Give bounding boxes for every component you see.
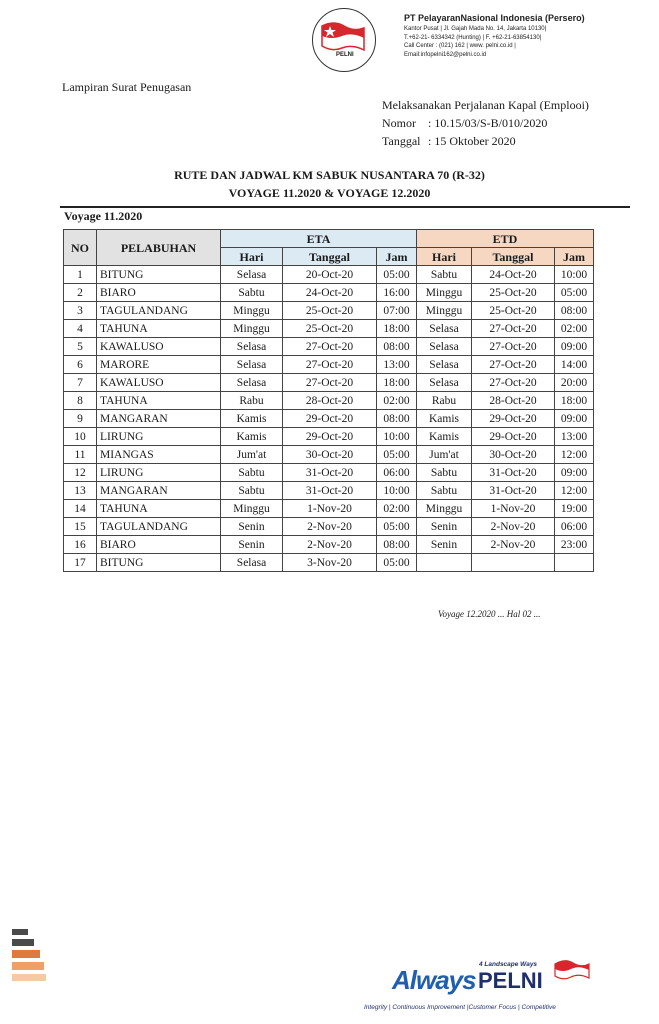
eta-hari-cell: Selasa <box>221 338 283 356</box>
etd-hari-cell: Rabu <box>417 392 472 410</box>
table-row <box>64 500 594 518</box>
port-name-cell: MARORE <box>97 356 221 374</box>
row-no-cell: 4 <box>64 320 97 338</box>
etd-jam-cell: 14:00 <box>555 356 594 374</box>
etd-jam-cell: 12:00 <box>555 482 594 500</box>
port-name-cell: MANGARAN <box>97 482 221 500</box>
eta-tanggal-cell: 27-Oct-20 <box>283 356 377 374</box>
etd-hari-cell: Sabtu <box>417 482 472 500</box>
etd-tanggal-cell: 25-Oct-20 <box>472 284 555 302</box>
etd-jam-cell: 09:00 <box>555 410 594 428</box>
etd-tanggal-cell <box>472 554 555 572</box>
table-row <box>64 374 594 392</box>
eta-tanggal-cell: 27-Oct-20 <box>283 374 377 392</box>
letter-meta <box>382 96 589 150</box>
eta-jam-cell: 08:00 <box>377 338 417 356</box>
etd-hari-cell: Senin <box>417 518 472 536</box>
eta-tanggal-cell: 24-Oct-20 <box>283 284 377 302</box>
eta-jam-cell: 05:00 <box>377 518 417 536</box>
port-name-cell: MIANGAS <box>97 446 221 464</box>
address-line: Kantor Pusat | Jl. Gajah Mada No. 14, Jakarta 10130| <box>404 26 547 32</box>
port-name-cell: TAHUNA <box>97 392 221 410</box>
brand-tagline: Integrity | Continuous Improvement |Customer Focus | Competitive <box>364 1004 556 1011</box>
etd-jam-cell: 09:00 <box>555 464 594 482</box>
row-no-cell: 15 <box>64 518 97 536</box>
eta-hari-cell: Selasa <box>221 266 283 284</box>
port-name-cell: BIARO <box>97 536 221 554</box>
document-subtitle: VOYAGE 11.2020 & VOYAGE 12.2020 <box>228 186 431 200</box>
eta-jam-cell: 10:00 <box>377 482 417 500</box>
eta-jam-cell: 05:00 <box>377 266 417 284</box>
eta-hari-cell: Sabtu <box>221 464 283 482</box>
eta-hari-cell: Selasa <box>221 356 283 374</box>
title-divider <box>60 206 630 208</box>
row-no-cell: 16 <box>64 536 97 554</box>
eta-jam-cell: 08:00 <box>377 410 417 428</box>
brand-pelni: PELNI <box>478 968 543 993</box>
port-name-cell: TAGULANDANG <box>97 302 221 320</box>
port-name-cell: LIRUNG <box>97 428 221 446</box>
tanggal-label: Tanggal <box>382 134 421 148</box>
table-row <box>64 536 594 554</box>
eta-hari-cell: Minggu <box>221 320 283 338</box>
voyage-label: Voyage 11.2020 <box>64 209 143 223</box>
eta-tanggal-cell: 25-Oct-20 <box>283 302 377 320</box>
phone-line: T.+62-21- 6334342 (Hunting) | F. +62-21-63854130| <box>404 34 542 41</box>
etd-jam-cell: 08:00 <box>555 302 594 320</box>
pelni-flag-icon <box>318 20 368 54</box>
etd-jam-cell: 09:00 <box>555 338 594 356</box>
etd-jam-cell: 13:00 <box>555 428 594 446</box>
etd-hari-cell: Kamis <box>417 428 472 446</box>
eta-hari-cell: Sabtu <box>221 284 283 302</box>
eta-tanggal-cell: 3-Nov-20 <box>283 554 377 572</box>
table-row <box>64 338 594 356</box>
eta-tanggal-cell: 27-Oct-20 <box>283 338 377 356</box>
etd-hari-cell: Kamis <box>417 410 472 428</box>
eta-tanggal-cell: 28-Oct-20 <box>283 392 377 410</box>
schedule-table <box>63 229 594 572</box>
etd-jam-cell: 10:00 <box>555 266 594 284</box>
etd-jam-cell: 05:00 <box>555 284 594 302</box>
eta-jam-cell: 02:00 <box>377 392 417 410</box>
eta-jam-cell: 18:00 <box>377 374 417 392</box>
row-no-cell: 1 <box>64 266 97 284</box>
etd-jam-cell: 06:00 <box>555 518 594 536</box>
etd-hari-cell: Minggu <box>417 284 472 302</box>
table-row <box>64 410 594 428</box>
row-no-cell: 2 <box>64 284 97 302</box>
meta-purpose: Melaksanakan Perjalanan Kapal (Emplooi) <box>382 98 589 112</box>
etd-hari-cell: Selasa <box>417 374 472 392</box>
eta-jam-cell: 16:00 <box>377 284 417 302</box>
port-name-cell: TAGULANDANG <box>97 518 221 536</box>
etd-tanggal-cell: 31-Oct-20 <box>472 464 555 482</box>
col-eta-header: ETA <box>221 230 417 248</box>
port-name-cell: TAHUNA <box>97 500 221 518</box>
row-no-cell: 6 <box>64 356 97 374</box>
etd-jam-cell: 23:00 <box>555 536 594 554</box>
etd-hari-cell: Minggu <box>417 302 472 320</box>
row-no-cell: 9 <box>64 410 97 428</box>
etd-jam-cell: 18:00 <box>555 392 594 410</box>
table-row <box>64 284 594 302</box>
eta-tanggal-cell: 29-Oct-20 <box>283 428 377 446</box>
eta-jam-cell: 08:00 <box>377 536 417 554</box>
next-page-note: Voyage 12.2020 ... Hal 02 ... <box>438 609 541 619</box>
eta-jam-cell: 06:00 <box>377 464 417 482</box>
etd-jam-cell: 12:00 <box>555 446 594 464</box>
brand-small-text: 4 Landscape Ways <box>479 961 538 968</box>
attachment-label: Lampiran Surat Penugasan <box>62 80 192 94</box>
table-row <box>64 266 594 284</box>
etd-tanggal-cell: 25-Oct-20 <box>472 302 555 320</box>
etd-hari-cell: Sabtu <box>417 266 472 284</box>
eta-hari-cell: Jum'at <box>221 446 283 464</box>
table-row <box>64 518 594 536</box>
row-no-cell: 10 <box>64 428 97 446</box>
table-row <box>64 356 594 374</box>
row-no-cell: 17 <box>64 554 97 572</box>
etd-tanggal-cell: 29-Oct-20 <box>472 428 555 446</box>
eta-jam-cell: 10:00 <box>377 428 417 446</box>
meta-tanggal <box>382 132 589 150</box>
nomor-label: Nomor <box>382 116 416 130</box>
callcenter-line: Call Center : (021) 162 | www. pelni.co.id | <box>404 43 516 50</box>
etd-hari-cell: Selasa <box>417 338 472 356</box>
eta-tanggal-cell: 25-Oct-20 <box>283 320 377 338</box>
table-row <box>64 428 594 446</box>
company-name: PT PelayaranNasional Indonesia (Persero) <box>404 13 585 23</box>
table-row <box>64 320 594 338</box>
etd-hari-cell: Jum'at <box>417 446 472 464</box>
eta-jam-cell: 02:00 <box>377 500 417 518</box>
port-name-cell: TAHUNA <box>97 320 221 338</box>
eta-tanggal-header: Tanggal <box>283 248 377 266</box>
eta-tanggal-cell: 20-Oct-20 <box>283 266 377 284</box>
meta-nomor <box>382 114 589 132</box>
port-name-cell: BITUNG <box>97 266 221 284</box>
eta-tanggal-cell: 1-Nov-20 <box>283 500 377 518</box>
eta-hari-cell: Kamis <box>221 428 283 446</box>
eta-tanggal-cell: 2-Nov-20 <box>283 518 377 536</box>
eta-jam-header: Jam <box>377 248 417 266</box>
etd-hari-cell: Sabtu <box>417 464 472 482</box>
etd-tanggal-cell: 27-Oct-20 <box>472 320 555 338</box>
etd-hari-cell <box>417 554 472 572</box>
etd-tanggal-cell: 2-Nov-20 <box>472 518 555 536</box>
logo-text: PELNI <box>336 52 354 58</box>
table-row <box>64 392 594 410</box>
row-no-cell: 8 <box>64 392 97 410</box>
row-no-cell: 12 <box>64 464 97 482</box>
col-pelabuhan-header: PELABUHAN <box>97 230 221 266</box>
eta-tanggal-cell: 2-Nov-20 <box>283 536 377 554</box>
port-name-cell: BIARO <box>97 284 221 302</box>
eta-tanggal-cell: 31-Oct-20 <box>283 464 377 482</box>
row-no-cell: 11 <box>64 446 97 464</box>
eta-jam-cell: 18:00 <box>377 320 417 338</box>
table-row <box>64 446 594 464</box>
etd-tanggal-cell: 28-Oct-20 <box>472 392 555 410</box>
port-name-cell: BITUNG <box>97 554 221 572</box>
port-name-cell: KAWALUSO <box>97 374 221 392</box>
etd-tanggal-cell: 1-Nov-20 <box>472 500 555 518</box>
etd-jam-header: Jam <box>555 248 594 266</box>
col-no-header: NO <box>64 230 97 266</box>
row-no-cell: 5 <box>64 338 97 356</box>
eta-hari-cell: Kamis <box>221 410 283 428</box>
etd-hari-cell: Selasa <box>417 320 472 338</box>
row-no-cell: 13 <box>64 482 97 500</box>
eta-tanggal-cell: 29-Oct-20 <box>283 410 377 428</box>
eta-jam-cell: 07:00 <box>377 302 417 320</box>
eta-tanggal-cell: 31-Oct-20 <box>283 482 377 500</box>
brand-flag-icon <box>553 958 591 982</box>
etd-hari-cell: Minggu <box>417 500 472 518</box>
eta-tanggal-cell: 30-Oct-20 <box>283 446 377 464</box>
decorative-stripes-icon <box>12 925 46 981</box>
eta-hari-cell: Minggu <box>221 500 283 518</box>
port-name-cell: KAWALUSO <box>97 338 221 356</box>
row-no-cell: 3 <box>64 302 97 320</box>
etd-hari-cell: Selasa <box>417 356 472 374</box>
document-title: RUTE DAN JADWAL KM SABUK NUSANTARA 70 (R-32) <box>174 168 485 182</box>
etd-tanggal-cell: 30-Oct-20 <box>472 446 555 464</box>
etd-tanggal-cell: 31-Oct-20 <box>472 482 555 500</box>
port-name-cell: MANGARAN <box>97 410 221 428</box>
eta-jam-cell: 05:00 <box>377 554 417 572</box>
table-row <box>64 302 594 320</box>
nomor-value: : 10.15/03/S-B/010/2020 <box>428 116 548 130</box>
etd-tanggal-header: Tanggal <box>472 248 555 266</box>
etd-jam-cell <box>555 554 594 572</box>
eta-jam-cell: 13:00 <box>377 356 417 374</box>
etd-tanggal-cell: 29-Oct-20 <box>472 410 555 428</box>
eta-hari-cell: Senin <box>221 518 283 536</box>
etd-jam-cell: 20:00 <box>555 374 594 392</box>
eta-hari-cell: Rabu <box>221 392 283 410</box>
company-info <box>404 13 654 59</box>
eta-hari-cell: Sabtu <box>221 482 283 500</box>
port-name-cell: LIRUNG <box>97 464 221 482</box>
row-no-cell: 14 <box>64 500 97 518</box>
brand-always: Always <box>392 965 476 995</box>
etd-jam-cell: 02:00 <box>555 320 594 338</box>
tanggal-value: : 15 Oktober 2020 <box>428 134 516 148</box>
eta-hari-cell: Senin <box>221 536 283 554</box>
eta-hari-cell: Minggu <box>221 302 283 320</box>
eta-jam-cell: 05:00 <box>377 446 417 464</box>
eta-hari-cell: Selasa <box>221 554 283 572</box>
etd-tanggal-cell: 27-Oct-20 <box>472 356 555 374</box>
etd-tanggal-cell: 27-Oct-20 <box>472 374 555 392</box>
table-row <box>64 464 594 482</box>
etd-tanggal-cell: 27-Oct-20 <box>472 338 555 356</box>
email-line: Email:infopelni162@pelni.co.id <box>404 51 487 58</box>
col-etd-header: ETD <box>417 230 594 248</box>
eta-hari-header: Hari <box>221 248 283 266</box>
eta-hari-cell: Selasa <box>221 374 283 392</box>
etd-jam-cell: 19:00 <box>555 500 594 518</box>
etd-tanggal-cell: 24-Oct-20 <box>472 266 555 284</box>
table-row <box>64 554 594 572</box>
table-row <box>64 482 594 500</box>
etd-hari-header: Hari <box>417 248 472 266</box>
etd-hari-cell: Senin <box>417 536 472 554</box>
row-no-cell: 7 <box>64 374 97 392</box>
etd-tanggal-cell: 2-Nov-20 <box>472 536 555 554</box>
